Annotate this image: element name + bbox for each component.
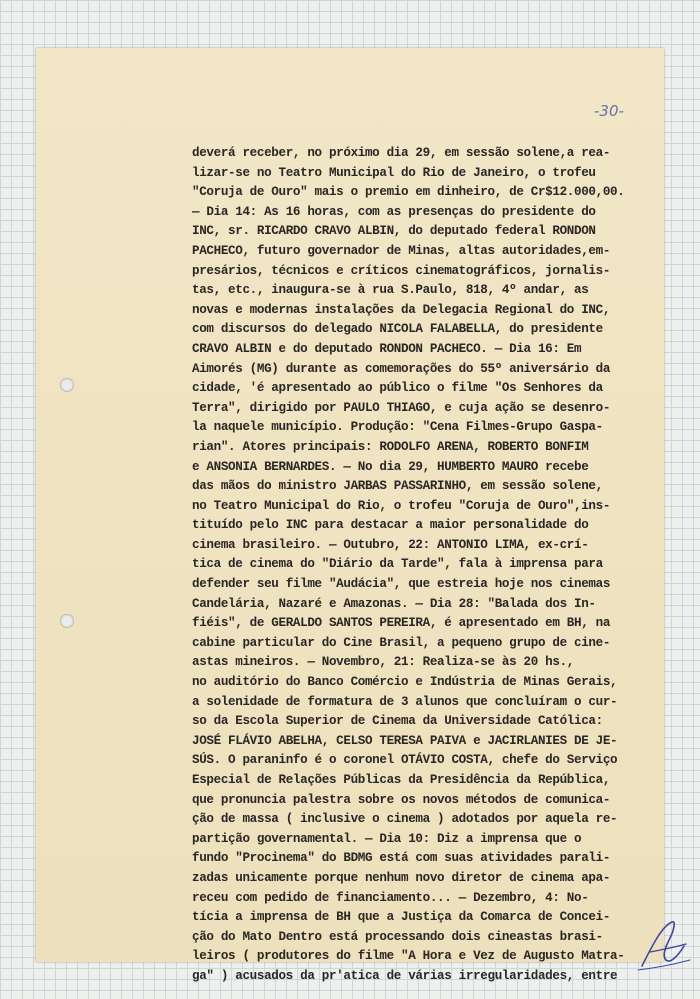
text-line: rian". Atores principais: RODOLFO ARENA, ROBERTO BONFIM [192,439,589,454]
text-line: receu com pedido de financiamento... — Dezembro, 4: No- [192,890,589,905]
text-line: JOSÉ FLÁVIO ABELHA, CELSO TERESA PAIVA e JACIRLANIES DE JE- [192,733,618,748]
text-line: a solenidade de formatura de 3 alunos que concluíram o cur- [192,694,618,709]
text-line: Aimorés (MG) durante as comemorações do 55º aniversário da [192,361,611,376]
text-line: astas mineiros. — Novembro, 21: Realiza-se às 20 hs., [192,655,574,670]
punch-hole [60,378,74,392]
page-number: -30- [594,102,624,120]
text-line: que pronuncia palestra sobre os novos métodos de comunica- [192,792,611,807]
text-line: CRAVO ALBIN e do deputado RONDON PACHECO. — Dia 16: Em [192,341,582,356]
typed-text-body [192,144,644,987]
document-page [36,48,664,983]
text-line: Especial de Relações Públicas da Presidência da República, [192,773,611,787]
text-line: "Coruja de Ouro" mais o premio em dinheiro, de Cr$12.000,00. [192,185,625,200]
text-line: tícia a imprensa de BH que a Justiça da Comarca de Concei- [192,910,611,925]
text-line: Terra", dirigido por PAULO THIAGO, e cuja ação se desenro- [192,400,611,415]
text-line: fundo "Procinema" do BDMG está com suas atividades parali- [192,851,611,866]
text-line: cidade, 'é apresentado ao público o filme "Os Senhores da [192,381,603,396]
text-line: PACHECO, futuro governador de Minas, altas autoridades,em- [192,243,611,258]
text-line: ga" ) acusados da pr'atica de várias irregularidades, entre [192,968,618,983]
text-line: cinema brasileiro. — Outubro, 22: ANTONIO LIMA, ex-crí- [192,537,589,552]
handwritten-signature [632,916,694,974]
text-line: no auditório do Banco Comércio e Indústria de Minas Gerais, [192,675,618,690]
text-line: Candelária, Nazaré e Amazonas. — Dia 28: "Balada dos In- [192,596,596,611]
text-line: com discursos do delegado NICOLA FALABELLA, do presidente [192,322,603,337]
text-line: e ANSONIA BERNARDES. — No dia 29, HUMBERTO MAURO recebe [192,459,589,474]
text-line: zadas unicamente porque nenhum novo diretor de cinema apa- [192,870,611,885]
text-line: tas, etc., inaugura-se à rua S.Paulo, 818, 4º andar, as [192,283,589,298]
text-line: defender seu filme "Audácia", que estreia hoje nos cinemas [192,577,611,592]
text-line: — Dia 14: As 16 horas, com as presenças do presidente do [192,204,596,219]
text-line: so da Escola Superior de Cinema da Universidade Católica: [192,714,603,729]
text-line: cabine particular do Cine Brasil, a pequeno grupo de cine- [192,635,611,650]
text-line: presários, técnicos e críticos cinematográficos, jornalis- [192,263,611,278]
text-line: leiros ( produtores do filme "A Hora e Vez de Augusto Matra- [192,949,625,964]
text-line: tica de cinema do "Diário da Tarde", fala à imprensa para [192,557,603,572]
text-line: ção de massa ( inclusive o cinema ) adotados por aquela re- [192,812,618,827]
text-line: lizar-se no Teatro Municipal do Rio de Janeiro, o trofeu [192,165,596,180]
text-line: partição governamental. — Dia 10: Diz a imprensa que o [192,831,582,846]
text-line: INC, sr. RICARDO CRAVO ALBIN, do deputado federal RONDON [192,224,596,239]
text-line: ção do Mato Dentro está processando dois cineastas brasi- [192,929,603,944]
text-line: deverá receber, no próximo dia 29, em sessão solene,a rea- [192,146,611,160]
text-line: fiéis", de GERALDO SANTOS PEREIRA, é apresentado em BH, na [192,616,611,631]
text-line: SÚS. O paraninfo é o coronel OTÁVIO COSTA, chefe do Serviço [192,753,618,768]
text-line: novas e modernas instalações da Delegacia Regional do INC, [192,302,611,317]
punch-hole [60,614,74,628]
text-line: no Teatro Municipal do Rio, o trofeu "Coruja de Ouro",ins- [192,498,611,513]
text-line: la naquele município. Produção: "Cena Filmes-Grupo Gaspa- [192,420,603,435]
text-line: das mãos do ministro JARBAS PASSARINHO, em sessão solene, [192,479,603,494]
text-line: tituído pelo INC para destacar a maior personalidade do [192,518,589,533]
